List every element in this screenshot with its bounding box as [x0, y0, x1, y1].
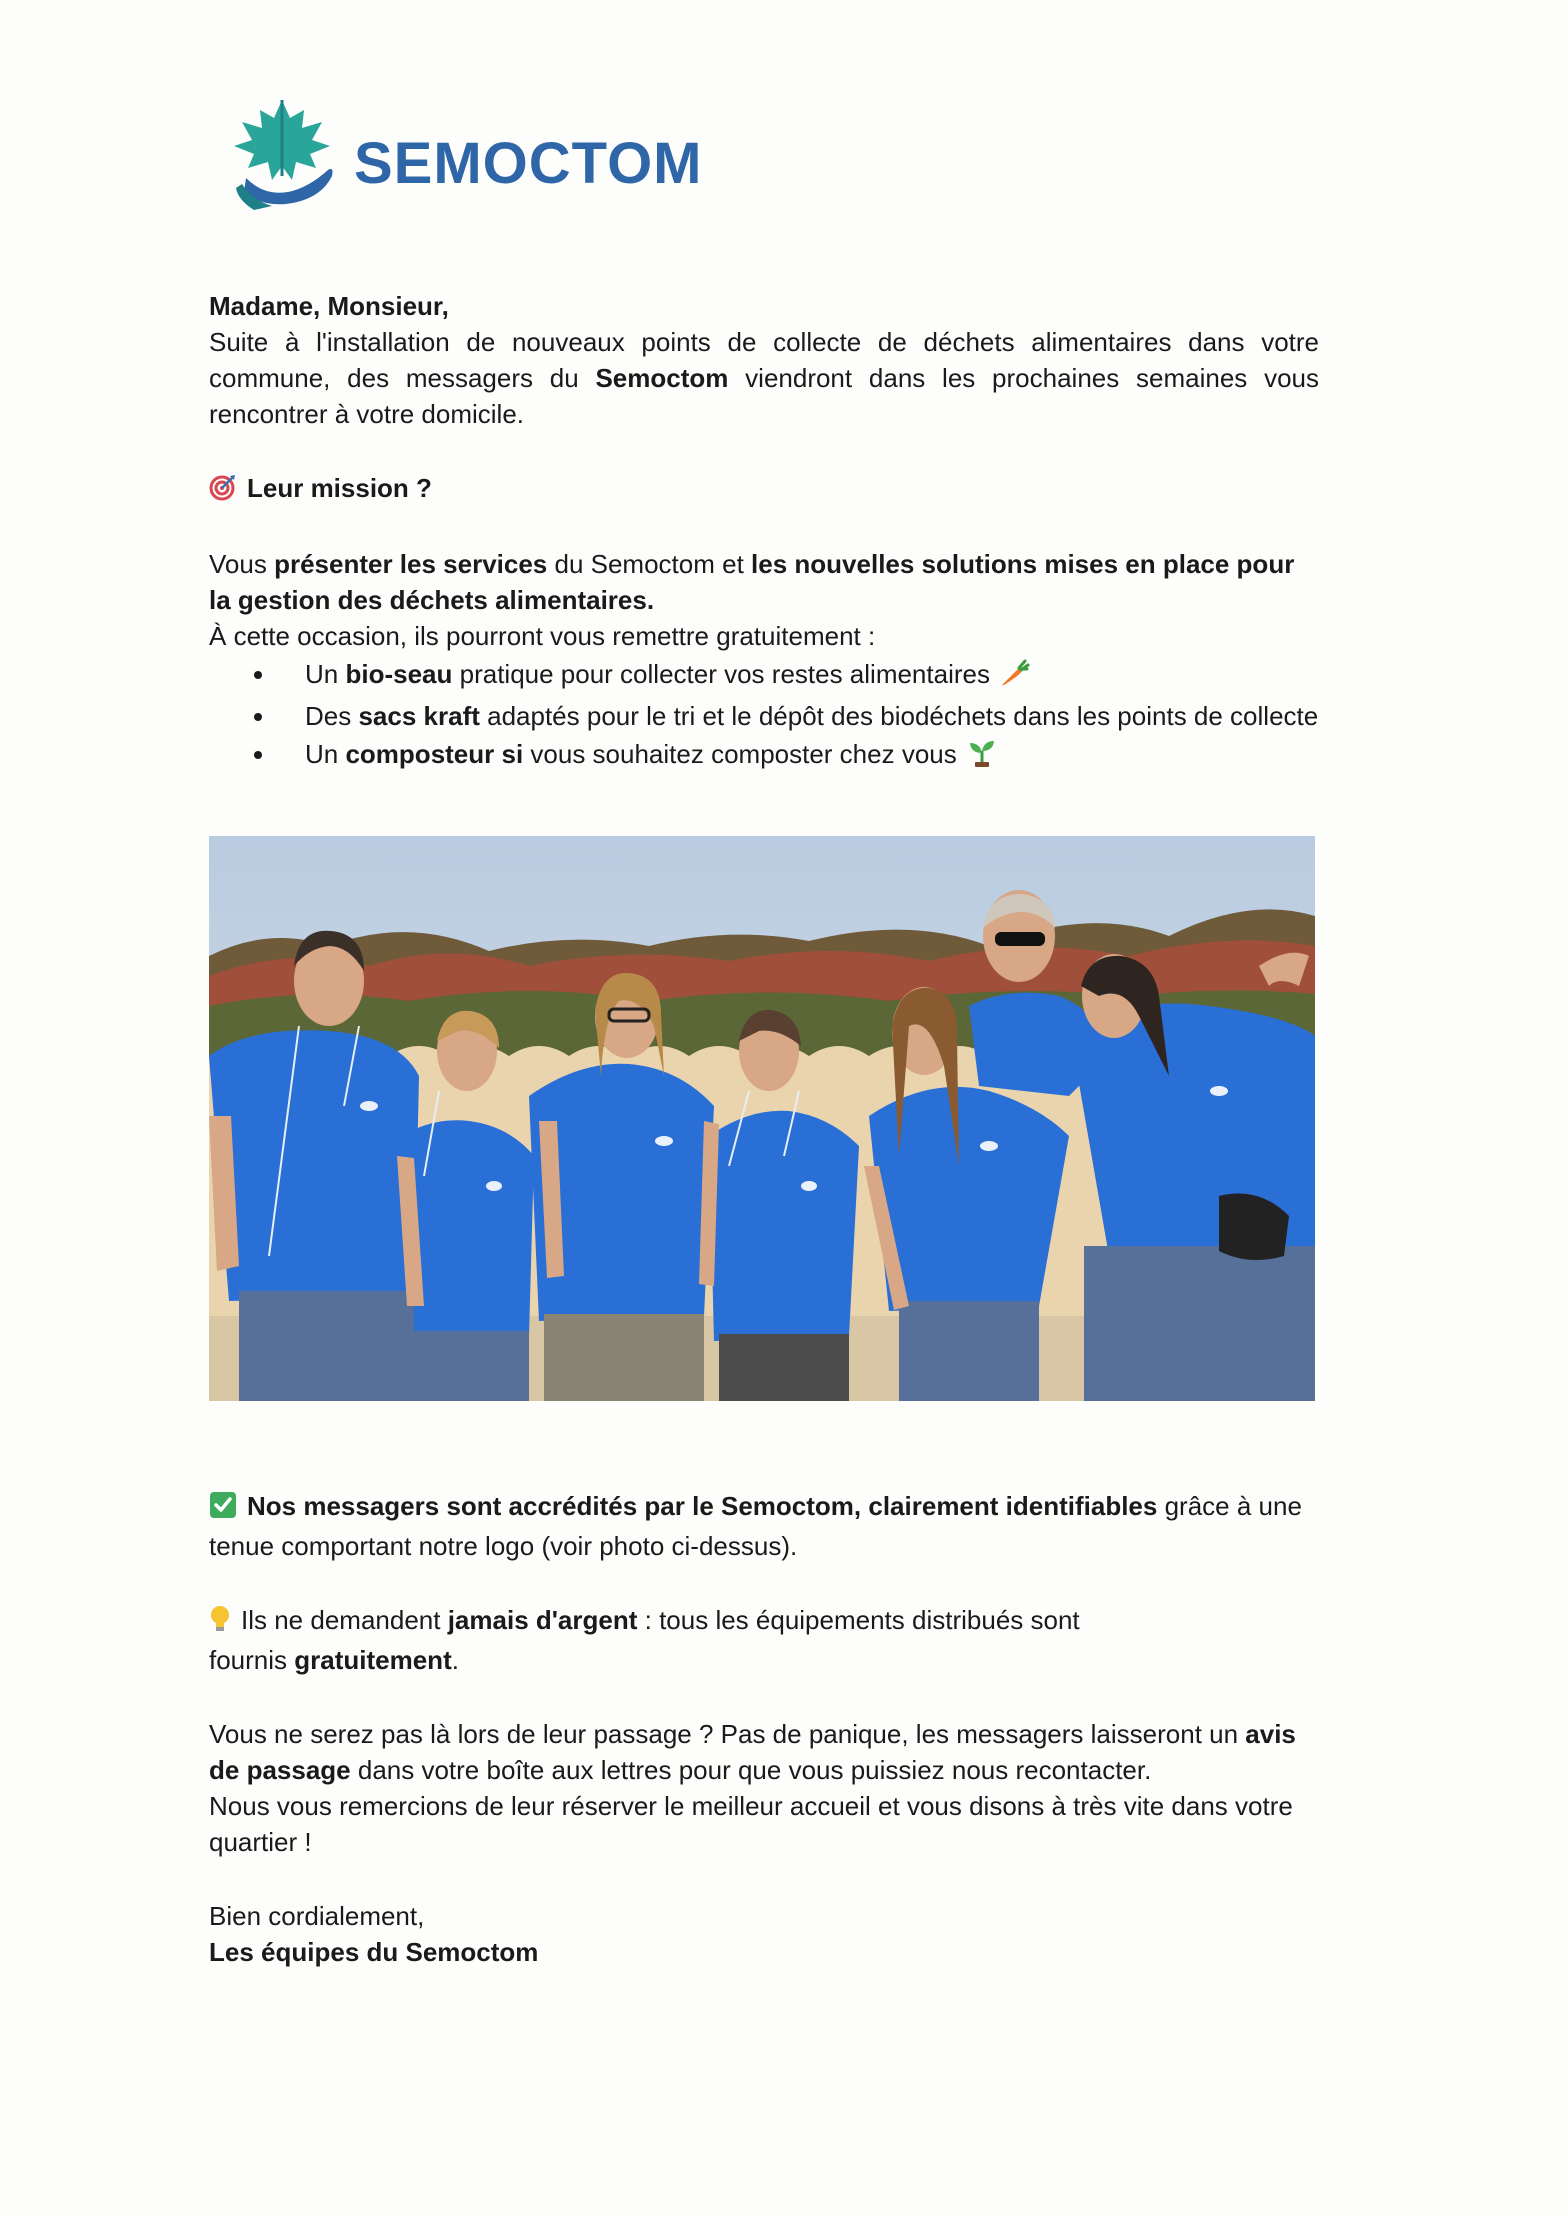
absent-paragraph: Vous ne serez pas là lors de leur passage ? Pas de panique, les messagers laisseront un avis de passage dans votre boîte aux lettres pour que vous puissiez nous recontacter. [209, 1719, 1296, 1785]
money-paragraph: Ils ne demandent jamais d'argent : tous les équipements distribués sont fournis gratuitement. [209, 1605, 1080, 1675]
occasion-line: À cette occasion, ils pourront vous remettre gratuitement : [209, 621, 876, 651]
items-list [209, 656, 1319, 776]
seedling-icon [967, 737, 997, 776]
thanks-paragraph: Nous vous remercions de leur réserver le meilleur accueil et vous disons à très vite dans votre quartier ! [209, 1791, 1293, 1857]
closing-line: Bien cordialement, [209, 1901, 425, 1931]
mission-heading: Leur mission ? [209, 470, 1319, 510]
brand-name: SEMOCTOM [354, 131, 703, 196]
salutation: Madame, Monsieur, [209, 291, 449, 321]
target-icon [209, 473, 237, 510]
list-item: Des sacs kraft adaptés pour le tri et le dépôt des biodéchets dans les points de collecte [305, 698, 1319, 734]
accredited-paragraph: Nos messagers sont accrédités par le Semoctom, clairement identifiables grâce à une tenue comportant notre logo (voir photo ci-dessus). [209, 1491, 1302, 1561]
team-photo [209, 836, 1315, 1401]
carrot-icon [1000, 659, 1030, 696]
leaf-hand-icon [224, 96, 344, 216]
check-box-icon [209, 1491, 237, 1528]
mission-paragraph: Vous présenter les services du Semoctom et les nouvelles solutions mises en place pour la gestion des déchets alimentaires. [209, 549, 1295, 615]
signature: Les équipes du Semoctom [209, 1937, 539, 1967]
semoctom-logo [224, 96, 704, 216]
list-item: Un bio-seau pratique pour collecter vos restes alimentaires [305, 656, 1319, 696]
list-item: Un composteur si vous souhaitez composter chez vous [305, 736, 1319, 776]
intro-paragraph: Suite à l'installation de nouveaux points de collecte de déchets alimentaires dans votre commune, des messagers du Semoctom viendront dans les prochaines semaines vous rencontrer à votre domicile. [209, 327, 1319, 429]
lightbulb-icon [209, 1605, 231, 1642]
letter-body-top [209, 288, 1319, 778]
letter-body-bottom [209, 1488, 1319, 1970]
